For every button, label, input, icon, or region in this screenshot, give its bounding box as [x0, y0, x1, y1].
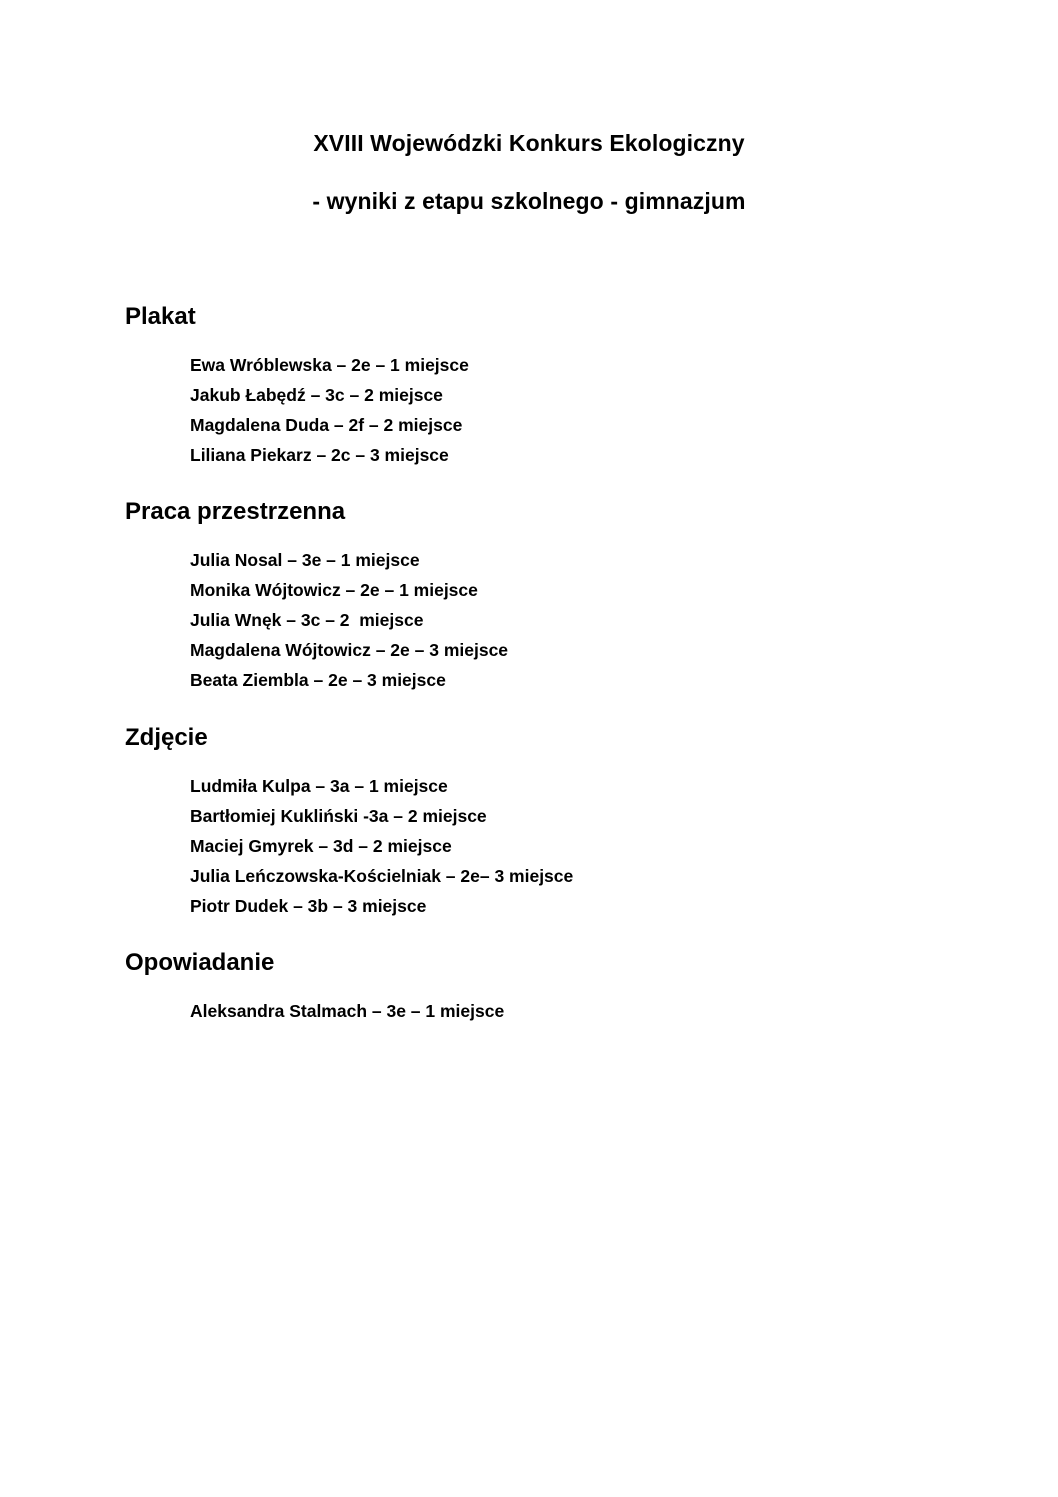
result-entry: Julia Nosal – 3e – 1 miejsce: [190, 550, 420, 570]
results-list: [190, 996, 925, 1026]
result-entry: Aleksandra Stalmach – 3e – 1 miejsce: [190, 1001, 505, 1021]
section-heading: Opowiadanie: [125, 949, 275, 976]
result-entry: Ewa Wróblewska – 2e – 1 miejsce: [190, 355, 469, 375]
result-entry: Monika Wójtowicz – 2e – 1 miejsce: [190, 580, 478, 600]
document-title: XVIII Wojewódzki Konkurs Ekologiczny: [313, 130, 745, 156]
results-list: [190, 545, 925, 695]
result-entry: Bartłomiej Kukliński -3a – 2 miejsce: [190, 806, 487, 826]
result-entry: Liliana Piekarz – 2c – 3 miejsce: [190, 445, 449, 465]
section-heading: Plakat: [125, 303, 196, 330]
results-list: [190, 771, 925, 921]
result-entry: Beata Ziembla – 2e – 3 miejsce: [190, 670, 446, 690]
section-opowiadanie: [125, 948, 925, 1026]
result-entry: Magdalena Wójtowicz – 2e – 3 miejsce: [190, 640, 509, 660]
section-zdjecie: [125, 723, 925, 921]
section-heading: Praca przestrzenna: [125, 498, 346, 525]
result-entry: Julia Leńczowska-Kościelniak – 2e– 3 miejsce: [190, 866, 574, 886]
result-entry: Maciej Gmyrek – 3d – 2 miejsce: [190, 836, 452, 856]
results-list: [190, 350, 925, 470]
result-entry: Piotr Dudek – 3b – 3 miejsce: [190, 896, 427, 916]
section-praca-przestrzenna: [125, 497, 925, 695]
section-plakat: [125, 302, 925, 470]
result-entry: Jakub Łabędź – 3c – 2 miejsce: [190, 385, 443, 405]
result-entry: Ludmiła Kulpa – 3a – 1 miejsce: [190, 776, 448, 796]
result-entry: Magdalena Duda – 2f – 2 miejsce: [190, 415, 463, 435]
section-heading: Zdjęcie: [125, 724, 208, 751]
document-subtitle: - wyniki z etapu szkolnego - gimnazjum: [312, 188, 746, 214]
result-entry: Julia Wnęk – 3c – 2 miejsce: [190, 610, 424, 630]
